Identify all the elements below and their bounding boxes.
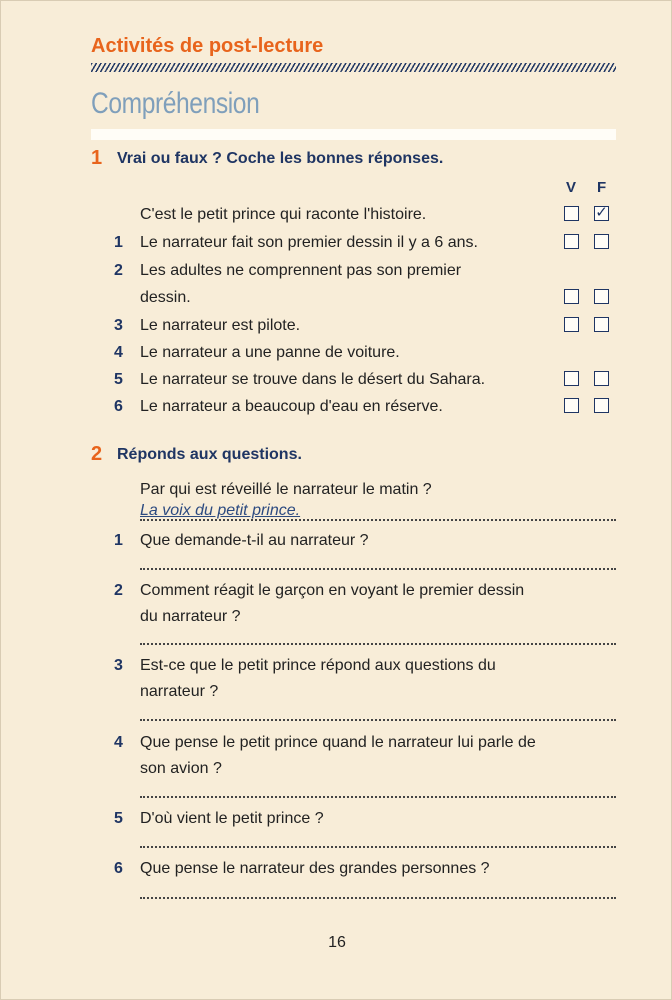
checkbox-f-checked[interactable]: ✓ — [595, 204, 608, 221]
question-cont: narrateur ? — [140, 683, 219, 700]
question-number: 4 — [114, 734, 123, 751]
checkbox-v[interactable] — [564, 206, 579, 221]
answer-line[interactable] — [140, 897, 616, 899]
question: Est-ce que le petit prince répond aux questions du — [140, 657, 496, 674]
exercise-title: Vrai ou faux ? Coche les bonnes réponses. — [117, 150, 444, 167]
question-number: 2 — [114, 582, 123, 599]
page-number: 16 — [328, 934, 346, 951]
example-statement: C'est le petit prince qui raconte l'histoire. — [140, 206, 427, 223]
checkbox-f[interactable] — [594, 398, 609, 413]
answer-line[interactable] — [140, 719, 616, 721]
question: Comment réagit le garçon en voyant le premier dessin — [140, 582, 525, 599]
page-title: Compréhension — [91, 87, 260, 120]
question-cont: du narrateur ? — [140, 608, 241, 625]
statement: Le narrateur a beaucoup d'eau en réserve. — [140, 398, 443, 415]
item-number: 3 — [114, 317, 123, 334]
answer-line[interactable] — [140, 643, 616, 645]
answer-line[interactable] — [140, 796, 616, 798]
item-number: 1 — [114, 234, 123, 251]
item-number: 4 — [114, 344, 123, 361]
answer-line[interactable] — [140, 519, 616, 521]
checkbox-v[interactable] — [564, 371, 579, 386]
question-number: 5 — [114, 810, 123, 827]
exercise-number: 1 — [91, 147, 103, 169]
hatched-divider — [91, 63, 616, 72]
item-number: 2 — [114, 262, 123, 279]
question: Que pense le petit prince quand le narrateur lui parle de — [140, 734, 536, 751]
statement: Le narrateur fait son premier dessin il y a 6 ans. — [140, 234, 478, 251]
statement: Le narrateur a une panne de voiture. — [140, 344, 400, 361]
statement-cont: dessin. — [140, 289, 191, 306]
question: Que demande-t-il au narrateur ? — [140, 532, 369, 549]
question: Que pense le narrateur des grandes personnes ? — [140, 860, 490, 877]
section-kicker: Activités de post-lecture — [91, 35, 324, 57]
question-number: 3 — [114, 657, 123, 674]
checkbox-f[interactable] — [594, 317, 609, 332]
statement: Le narrateur est pilote. — [140, 317, 301, 334]
checkbox-v[interactable] — [564, 317, 579, 332]
answer-line[interactable] — [140, 568, 616, 570]
checkbox-v[interactable] — [564, 398, 579, 413]
exercise-title: Réponds aux questions. — [117, 446, 302, 463]
question-number: 1 — [114, 532, 123, 549]
item-number: 5 — [114, 371, 123, 388]
item-number: 6 — [114, 398, 123, 415]
checkbox-v[interactable] — [564, 289, 579, 304]
statement: Les adultes ne comprennent pas son premier — [140, 262, 462, 279]
question-number: 6 — [114, 860, 123, 877]
checkbox-f[interactable] — [594, 289, 609, 304]
question-cont: son avion ? — [140, 760, 222, 777]
example-answer: La voix du petit prince. — [140, 502, 301, 519]
statement: Le narrateur se trouve dans le désert du Sahara. — [140, 371, 486, 388]
example-question: Par qui est réveillé le narrateur le matin ? — [140, 481, 432, 498]
checkbox-f[interactable] — [594, 234, 609, 249]
checkbox-v[interactable] — [564, 234, 579, 249]
title-band — [91, 129, 616, 140]
column-v: V — [566, 179, 577, 196]
exercise-number: 2 — [91, 443, 103, 465]
answer-line[interactable] — [140, 846, 616, 848]
checkbox-f[interactable] — [594, 371, 609, 386]
question: D'où vient le petit prince ? — [140, 810, 324, 827]
column-f: F — [597, 179, 607, 196]
